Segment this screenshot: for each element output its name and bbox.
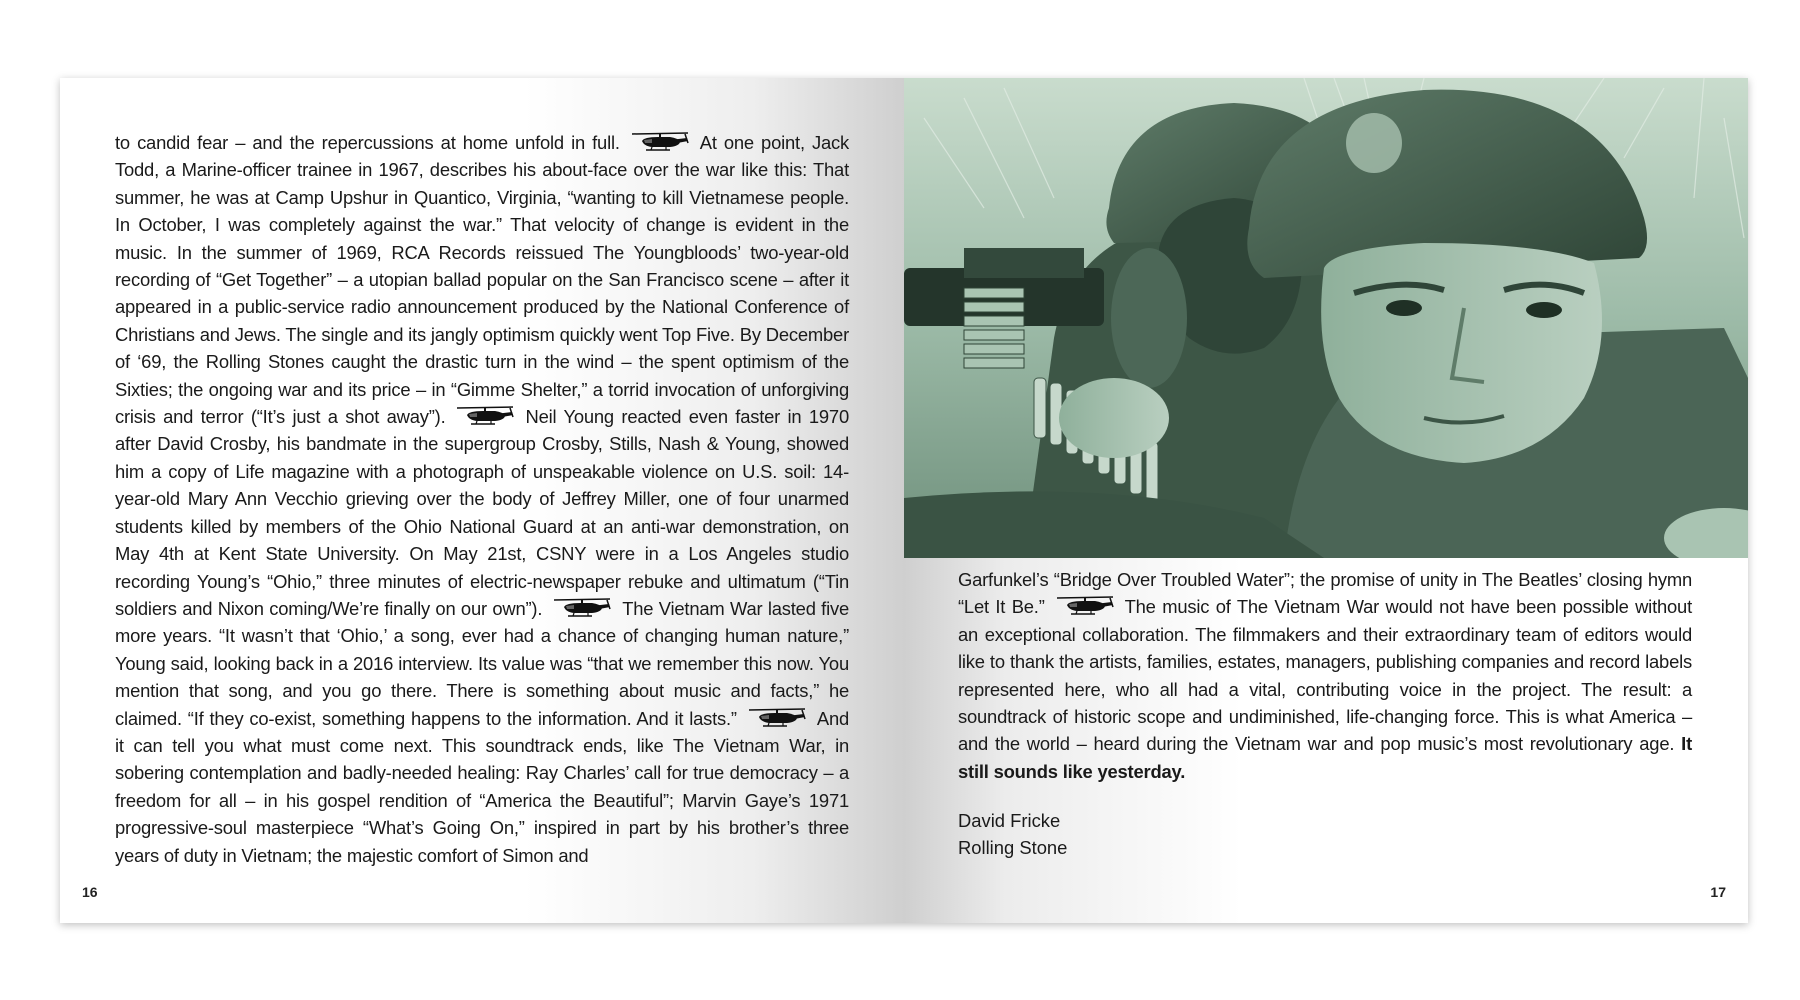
page-number-left: 16 [82,884,98,900]
right-page [904,78,1748,923]
byline [958,807,1067,862]
left-text-segment-1: to candid fear – and the repercussions at home unfold in full. [115,132,620,153]
booklet-spread [60,78,1748,923]
soldiers-photo [904,78,1748,558]
left-text-segment-2: At one point, Jack Todd, a Marine-officer trainee in 1967, describes his about-face over the war like this: That summer, he was at Camp Upshur in Quantico, Virginia, “wanting to kill Vietnamese people. In October, I was completely against the war.” That velocity of change is evident in the music. In the summer of 1969, RCA Records reissued The Youngbloods’ two-year-old recording of “Get Together” – a utopian ballad popular on the San Francisco scene – after it appeared in a public-service radio announcement produced by the National Conference of Christians and Jews. The single and its jangly optimism quickly went Top Five. By December of ‘69, the Rolling Stones caught the drastic turn in the wind – the spent optimism of the Sixties; the ongoing war and its price – in “Gimme Shelter,” a torrid invocation of unforgiving crisis and terror (“It’s just a shot away”). [115,132,849,428]
right-text-segment-1: Garfunkel’s “Bridge Over Troubled Water”; the promise of unity in The Beatles’ closing hymn “Let It Be.” [958,569,1692,618]
right-text-segment-2: The music of The Vietnam War would not have been possible without an exceptional collaboration. The filmmakers and their extraordinary team of editors would like to thank the artists, families, estates, managers, publishing companies and record labels represented here, who all had a vital, contributing voice in the project. The result: a soundtrack of historic scope and undiminished, life-changing force. This is what America – and the world – heard during the Vietnam war and pop music’s most revolutionary age. [958,596,1692,755]
left-text-segment-3: Neil Young reacted even faster in 1970 after David Crosby, his bandmate in the supergroup Crosby, Stills, Nash & Young, showed him a copy of Life magazine with a photograph of unspeakable violence on U.S. soil: 14-year-old Mary Ann Vecchio grieving over the body of Jeffrey Miller, one of four unarmed students killed by members of the Ohio National Guard at an anti-war demonstration, on May 4th at Kent State University. On May 21st, CSNY were in a Los Angeles studio recording Young’s “Ohio,” three minutes of electric-newspaper rebuke and ultimatum (“Tin soldiers and Nixon coming/We’re finally on our own”). [115,406,849,619]
left-page-body [115,129,849,869]
helicopter-icon [630,131,690,153]
author-name: David Fricke [958,810,1061,831]
right-page-body [958,566,1692,785]
helicopter-icon [1055,595,1115,617]
publication-name: Rolling Stone [958,837,1068,859]
closing-line: It still sounds like yesterday. [958,733,1692,782]
helicopter-icon [747,707,807,729]
helicopter-icon [455,405,515,427]
left-page [60,78,904,923]
page-number-right: 17 [1710,884,1726,900]
left-text-segment-4: The Vietnam War lasted five more years. “It wasn’t that ‘Ohio,’ a song, ever had a chance of changing human nature,” Young said, looking back in a 2016 interview. Its value was “that we remember this now. You mention that song, and you go there. There is something about music and facts,” he claimed. “If they co-exist, something happens to the information. And it lasts.” [115,597,849,729]
helicopter-icon [552,597,612,619]
left-text-segment-5: And it can tell you what must come next. This soundtrack ends, like The Vietnam War, in sobering contemplation and badly-needed healing: Ray Charles’ call for true democracy – a freedom for all – in his gospel rendition of “America the Beautiful”; Marvin Gaye’s 1971 progressive-soul masterpiece “What’s Going On,” inspired in part by his brother’s three years of duty in Vietnam; the majestic comfort of Simon and [115,707,849,866]
